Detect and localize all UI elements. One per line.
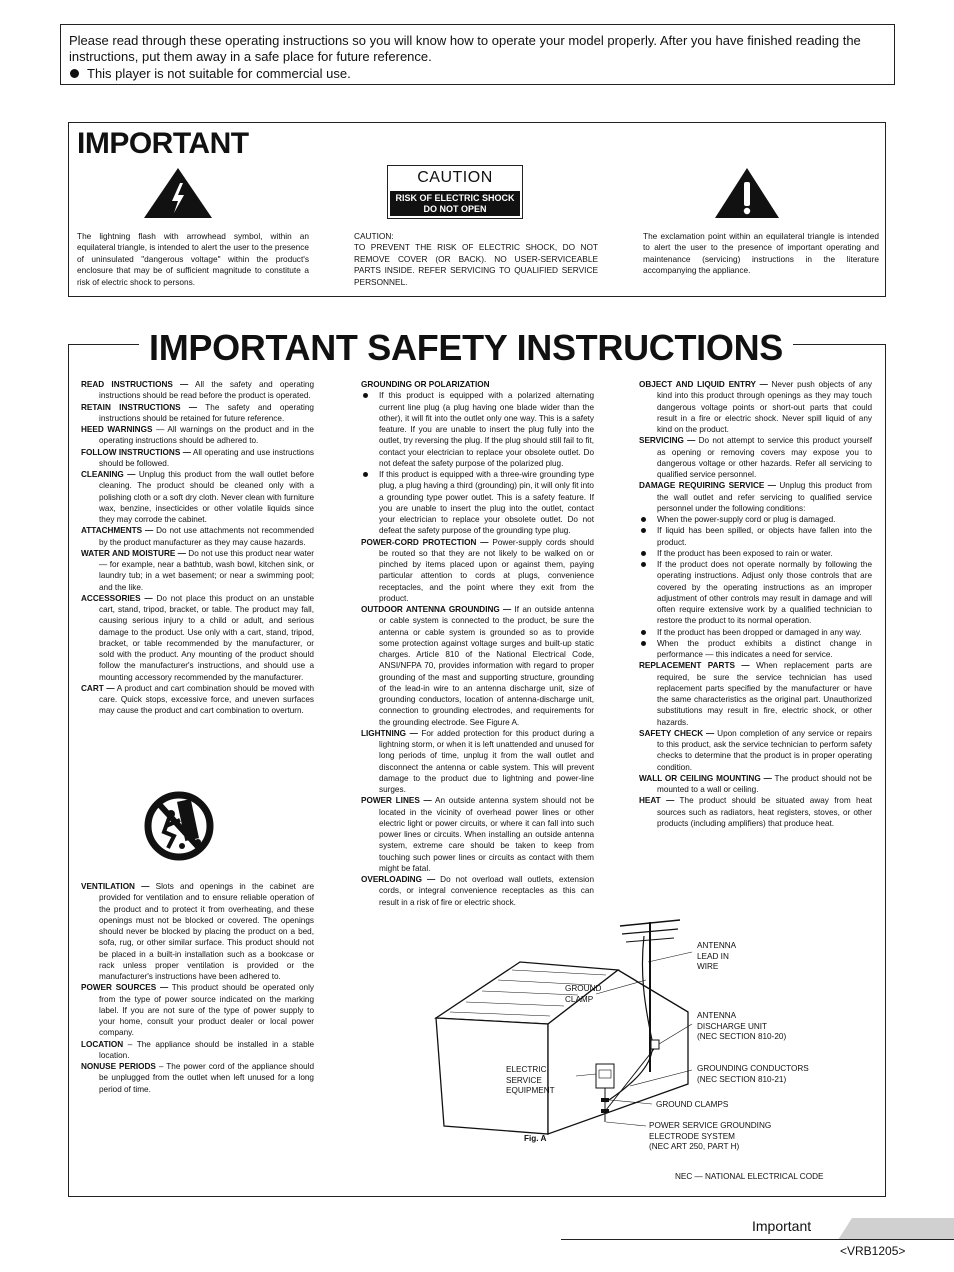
intro-bullet (69, 66, 886, 82)
instruction-item: OUTDOOR ANTENNA GROUNDING — If an outside antenna or cable system is connected to the product, be sure the antenna or cable system is grounded so as to provide some protection against voltage surges and built-up static charges. Article 810 of the National Electrical Code, ANSI/NFPA 70, provides information with regard to proper grounding of the mast and supporting structure, grounding of the lead-in wire to an antenna discharge unit, size of grounding conductors, location of antenna-discharge unit, connection to grounding electrodes, and requirements for the grounding electrode. See Figure A. (361, 605, 595, 727)
fig-label-antenna-lead: ANTENNA LEAD IN WIRE (697, 941, 737, 971)
service-condition-bullet: If the product does not operate normally by following the operating instructions. Adjust only those controls that are covered by the operating instructions as an improper adjustment of other controls may result in damage and will often require extensive work by a qualified technician to restore the product to its normal operation. (639, 559, 872, 627)
service-condition-bullet: When the power-supply cord or plug is damaged. (639, 514, 872, 525)
service-condition-bullet: If liquid has been spilled, or objects have fallen into the product. (639, 525, 872, 548)
instruction-item: CART — A product and cart combination should be moved with care. Quick stops, excessive force, and uneven surfaces may cause the product and cart combination to overturn. (81, 683, 315, 716)
caution-risk-line1: RISK OF ELECTRIC SHOCK (395, 193, 515, 203)
instruction-item: VENTILATION — Slots and openings in the cabinet are provided for ventilation and to ensure reliable operation of the product and to protect it from overheating, and these openings must not be blocked or covered. The openings should never be blocked by placing the product on a bed, sofa, rug, or other similar surface. This product should not be placed in a built-in installation such as a bookcase or rack unless proper ventilation is provided or the manufacturer's instructions have been adhered to. (81, 882, 315, 981)
instruction-item: HEED WARNINGS — All warnings on the product and in the operating instructions should be adhered to. (81, 425, 314, 446)
exclamation-warning-icon (714, 167, 780, 219)
grounding-bullet: If this product is equipped with a polarized alternating current line plug (a plug having one blade wider than the other), it will fit into the outlet only one way. This is a safety feature. If you are unable to insert the plug fully into the outlet, try reversing the plug. If the plug should still fail to fit, contact your electrician to replace your obsolete outlet. Do not defeat the safety purpose of the polarized plug. (361, 390, 594, 469)
instruction-item: DAMAGE REQUIRING SERVICE — Unplug this product from the wall outlet and refer servicing to qualified service personnel under the following conditions: (639, 481, 872, 513)
instruction-item: POWER LINES — An outside antenna system should not be located in the vicinity of overhead power lines or other electric light or power circuits, or where it can fall into such power lines or circuits. When installing an outside antenna system, extreme care should be taken to keep from touching such power lines or circuits as contact with them might be fatal. (361, 796, 595, 873)
cart-tipover-warning-icon (144, 780, 214, 872)
instruction-item: POWER-CORD PROTECTION — Power-supply cords should be routed so that they are not likely to be walked on or pinched by items placed upon or against them, paying particular attention to cords at plugs, convenience receptacles, and the point where they exit from the product. (361, 537, 594, 603)
safety-column-1 (81, 379, 314, 717)
instruction-item: REPLACEMENT PARTS — When replacement parts are required, be sure the service technician has used replacement parts specified by the manufacturer or have the same characteristics as the original part. Unauthorized substitutions may result in fire, electric shock, or other hazards. (639, 661, 872, 727)
instruction-item: WATER AND MOISTURE — Do not use this product near water — for example, near a bathtub, wash bowl, kitchen sink, or laundry tub; in a wet basement; or near a swimming pool; and the like. (81, 548, 314, 592)
instruction-item: SERVICING — Do not attempt to service this product yourself as opening or removing covers may expose you to dangerous voltage or other hazards. Refer all servicing to qualified service personnel. (639, 436, 873, 479)
footer-document-code: <VRB1205> (840, 1244, 906, 1258)
service-condition-bullet: When the product exhibits a distinct change in performance — this indicates a need for service. (639, 638, 872, 661)
instruction-item: RETAIN INSTRUCTIONS — The safety and operating instructions should be retained for future reference. (81, 402, 314, 423)
instruction-item: OVERLOADING — Do not overload wall outlets, extension cords, or integral convenience receptacles as this can result in a risk of fire or electric shock. (361, 875, 595, 907)
intro-notice (60, 24, 895, 85)
instruction-item: POWER SOURCES — This product should be operated only from the type of power source indicated on the marking label. If you are not sure of the type of power supply to your home, consult your product dealer or local power company. (81, 983, 314, 1038)
footer-section-label: Important (752, 1218, 812, 1234)
fig-label-electrode-system: POWER SERVICE GROUNDING ELECTRODE SYSTEM (NEC ART 250, PART H) (649, 1121, 772, 1151)
caution-explanation-head: CAUTION: (354, 231, 394, 241)
grounding-heading: GROUNDING OR POLARIZATION (361, 380, 490, 389)
instruction-item: WALL OR CEILING MOUNTING — The product should not be mounted to a wall or ceiling. (639, 773, 872, 794)
lightning-explanation: The lightning flash with arrowhead symbol, within an equilateral triangle, is intended to alert the user to the presence of uninsulated "dangerous voltage" within the product's enclosure that may be of sufficient magnitude to constitute a risk of electric shock to persons. (77, 231, 309, 287)
caution-risk-bar (390, 191, 520, 216)
safety-column-1-lower (81, 881, 314, 1095)
important-section (68, 122, 886, 297)
fig-label-electric-service: ELECTRIC SERVICE EQUIPMENT (506, 1065, 555, 1095)
caution-explanation-text: TO PREVENT THE RISK OF ELECTRIC SHOCK, DO NOT REMOVE COVER (OR BACK). NO USER-SERVICEABLE PARTS INSIDE. REFER SERVICING TO QUALIFIED SERVICE PERSONNEL. (354, 242, 598, 287)
instruction-item: HEAT — The product should be situated away from heat sources such as radiators, heat registers, stoves, or other products (including amplifiers) that produce heat. (639, 796, 872, 828)
grounding-bullet: If this product is equipped with a three-wire grounding type plug, a plug having a third (grounding) pin, it will only fit into a grounding type power outlet. This is a safety feature. If you are unable to insert the plug into the outlet, contact your electrician to replace your obsolete outlet. Do not defeat the safety purpose of the grounding type plug. (361, 469, 594, 537)
safety-title: IMPORTANT SAFETY INSTRUCTIONS (139, 327, 793, 369)
safety-column-3 (639, 379, 872, 829)
instruction-item: CLEANING — Unplug this product from the wall outlet before cleaning. The product should be cleaned only with a polishing cloth or a soft dry cloth. Never clean with furniture wax, benzine, insecticides or other volatile liquids since they may corrode the cabinet. (81, 470, 315, 524)
fig-label-grounding-conductors: GROUNDING CONDUCTORS (NEC SECTION 810-21) (697, 1064, 809, 1084)
service-condition-bullet: If the product has been dropped or damaged in any way. (639, 627, 872, 638)
footer-tab (838, 1218, 954, 1240)
service-condition-bullet: If the product has been exposed to rain or water. (639, 548, 872, 559)
caution-label: CAUTION (417, 169, 493, 186)
safety-column-2 (361, 379, 594, 908)
important-title: IMPORTANT (77, 127, 249, 160)
caution-risk-line2: DO NOT OPEN (423, 204, 487, 214)
lightning-warning-icon (143, 167, 213, 219)
caution-label-box (387, 165, 523, 219)
instruction-item: LOCATION – The appliance should be installed in a stable location. (81, 1039, 315, 1060)
exclamation-explanation: The exclamation point within an equilateral triangle is intended to alert the user to the presence of important operating and maintenance (servicing) instructions in the literature accompanying the appliance. (643, 231, 879, 276)
intro-bullet-text: This player is not suitable for commercial use. (87, 66, 351, 81)
instruction-item: LIGHTNING — For added protection for this product during a lightning storm, or when it is left unattended and unused for long periods of time, unplug it from the wall outlet and disconnect the antenna or cable system. This will prevent damage to the product due to lightning and power-line surges. (361, 728, 594, 794)
fig-label-ground-clamps: GROUND CLAMPS (656, 1100, 729, 1109)
nec-note: NEC — NATIONAL ELECTRICAL CODE (675, 1172, 824, 1181)
fig-label-discharge-unit: ANTENNA DISCHARGE UNIT (NEC SECTION 810-20) (697, 1011, 787, 1041)
fig-label-ground-clamp: GROUND CLAMP (565, 984, 602, 1004)
caution-explanation (354, 231, 598, 288)
footer-divider (561, 1239, 954, 1240)
instruction-item: NONUSE PERIODS – The power cord of the appliance should be unplugged from the outlet when left unused for a long period of time. (81, 1062, 314, 1094)
figure-caption: Fig. A (524, 1134, 547, 1143)
instruction-item: SAFETY CHECK — Upon completion of any service or repairs to this product, ask the service technician to perform safety checks to determine that the product is in proper operating condition. (639, 728, 872, 772)
instruction-item: FOLLOW INSTRUCTIONS — All operating and use instructions should be followed. (81, 447, 314, 468)
instruction-item: READ INSTRUCTIONS — All the safety and operating instructions should be read before the product is operated. (81, 380, 314, 401)
instruction-item: OBJECT AND LIQUID ENTRY — Never push objects of any kind into this product through openings as they may touch dangerous voltage points or short-out parts that could result in a fire or electric shock. Never spill liquid of any kind on the product. (639, 380, 872, 434)
instruction-item: ATTACHMENTS — Do not use attachments not recommended by the product manufacturer as they may cause hazards. (81, 526, 314, 547)
intro-text: Please read through these operating instructions so you will know how to operate your model properly. After you have finished reading the instructions, put them away in a safe place for future reference. (69, 33, 861, 64)
instruction-item: ACCESSORIES — Do not place this product on an unstable cart, stand, tripod, bracket, or table. The product may fall, causing serious injury to a child or adult, and serious damage to the product. Use only with a cart, stand, tripod, bracket, or table recommended by the manufacturer, or sold with the product. Any mounting of the product should follow the manufacturer's instructions, and should use a mounting accessory recommended by the manufacturer. (81, 593, 314, 682)
bullet-icon (70, 69, 79, 78)
